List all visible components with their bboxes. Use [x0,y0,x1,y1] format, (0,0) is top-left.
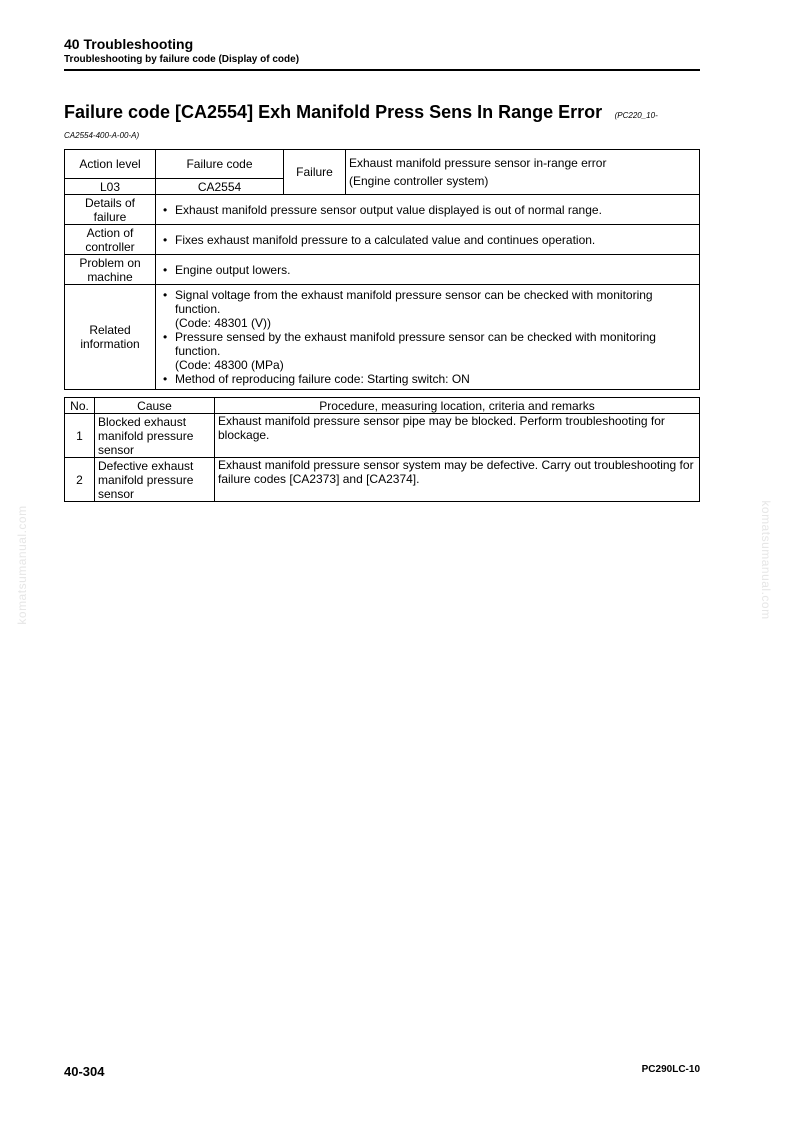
procedure-text: Exhaust manifold pressure sensor system may be defective. Carry out troubleshooting for failure codes [CA2373] and [CA2374]. [215,458,700,502]
row-text [156,195,700,225]
procedure-text: Exhaust manifold pressure sensor pipe may be blocked. Perform troubleshooting for blockage. [215,414,700,458]
failure-summary-table [64,149,700,390]
cause-number: 2 [65,458,95,502]
title-reference: (PC220_10- [614,111,658,120]
row-label: Problem on machine [65,255,156,285]
column-header: No. [65,398,95,414]
cause-table [64,397,700,502]
row-text [156,225,700,255]
bullet-item: • Fixes exhaust manifold pressure to a calculated value and continues operation. [159,233,696,247]
failure-code-header: Failure code [156,150,284,179]
bullet-item: • Engine output lowers. [159,263,696,277]
page-header [64,36,700,67]
bullet-item: • Signal voltage from the exhaust manifold pressure sensor can be checked with monitoring function. [159,288,696,316]
page-title [64,102,704,123]
cause-text: Blocked exhaust manifold pressure sensor [95,414,215,458]
failure-text-line: Exhaust manifold pressure sensor in-range error [349,156,607,170]
title-reference-cont: CA2554-400-A-00-A) [64,131,140,140]
table-header-row [65,398,700,414]
table-row [65,414,700,458]
monitor-code: (Code: 48300 (MPa) [175,358,284,372]
table-row [65,150,700,179]
failure-code-title: Failure code [CA2554] Exh Manifold Press Sens In Range Error [64,102,603,122]
chapter-title: 40 Troubleshooting [64,36,194,52]
table-row [65,225,700,255]
row-label: Details of failure [65,195,156,225]
row-label: Action of controller [65,225,156,255]
column-header: Procedure, measuring location, criteria and remarks [215,398,700,414]
bullet-item: • Exhaust manifold pressure sensor output value displayed is out of normal range. [159,203,696,217]
related-info-label: Related information [65,285,156,390]
cause-text: Defective exhaust manifold pressure sensor [95,458,215,502]
failure-code-value: CA2554 [156,179,284,195]
action-level-value: L03 [65,179,156,195]
bullet-item: • Method of reproducing failure code: Starting switch: ON [159,372,696,386]
table-row [65,255,700,285]
watermark-left: komatsumanual.com [15,505,29,625]
bullet-item: • Pressure sensed by the exhaust manifold pressure sensor can be checked with monitoring function. [159,330,696,358]
table-row [65,458,700,502]
action-level-header: Action level [65,150,156,179]
row-text [156,255,700,285]
table-row [65,195,700,225]
column-header: Cause [95,398,215,414]
monitor-code: (Code: 48301 (V)) [175,316,272,330]
section-title: Troubleshooting by failure code (Display of code) [64,54,300,65]
watermark-right: komatsumanual.com [759,500,773,620]
table-row [65,285,700,390]
failure-text-line: (Engine controller system) [349,174,489,188]
cause-number: 1 [65,414,95,458]
related-info [156,285,700,390]
failure-description [346,150,700,195]
model-name: PC290LC-10 [641,1064,700,1075]
header-rule [64,69,700,71]
page-number: 40-304 [64,1064,105,1079]
failure-header: Failure [284,150,346,195]
